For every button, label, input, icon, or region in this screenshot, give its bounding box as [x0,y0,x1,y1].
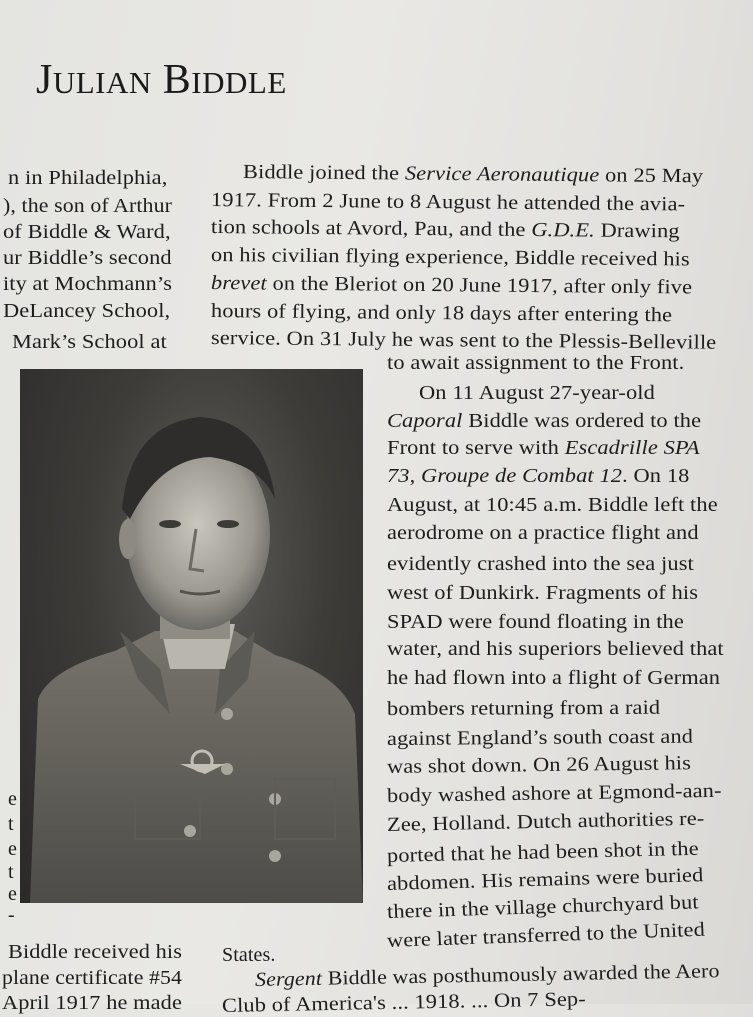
text-line: Front to serve with Escadrille SPA [387,437,700,459]
text-line: - [8,904,15,926]
text-line: ity at Mochmann’s [3,273,172,295]
text-line: brevet on the Bleriot on 20 June 1917, after only five [210,272,693,299]
text-line: e [8,883,17,905]
portrait-photo [20,369,363,903]
text-line: were later transferred to the United [386,918,706,952]
text-line: service. On 31 July he was sent to the Plessis-Belleville [210,327,717,354]
text-line: t [8,861,14,883]
text-line: aerodrome on a practice flight and [387,522,699,544]
text-line: ur Biddle’s second [3,247,172,269]
text-line: SPAD were found floating in the [387,611,684,633]
text-line: to await assignment to the Front. [387,352,685,374]
text-line: On 11 August 27-year-old [419,382,655,404]
text-line: Biddle received his [8,941,182,963]
text-line: n in Philadelphia, [8,167,168,189]
text-line: ), the son of Arthur [3,195,172,217]
text-line: DeLancey School, [3,300,171,322]
page-title: JULIAN BIDDLE [36,57,287,103]
text-line: ported that he had been shot in the [386,837,700,867]
text-line: Caporal Biddle was ordered to the [387,410,702,432]
text-line: he had flown into a flight of German [387,667,721,689]
text-line: abdomen. His remains were buried [386,864,704,895]
text-line: tion schools at Avord, Pau, and the G.D.E. Drawing [210,216,680,243]
text-line: e [8,788,17,810]
text-line: against England’s south coast and [386,725,694,750]
text-line: Mark’s School at [12,331,167,353]
text-line: west of Dunkirk. Fragments of his [387,582,699,604]
text-line: States. [222,944,276,966]
text-line: August, at 10:45 a.m. Biddle left the [387,494,718,516]
text-line: of Biddle & Ward, [3,221,171,243]
text-line: Zee, Holland. Dutch authorities re- [386,807,705,836]
text-line: t [8,813,14,835]
text-line: evidently crashed into the sea just [387,553,694,575]
text-line: 73, Groupe de Combat 12. On 18 [387,465,690,487]
text-line: hours of flying, and only 18 days after entering the [210,300,673,327]
text-line: water, and his superiors believed that [387,638,724,660]
text-line: on his civilian flying experience, Biddle received his [210,244,690,271]
text-line: Sergent Biddle was posthumously awarded the Aero [254,960,720,991]
text-line: body washed ashore at Egmond-aan- [386,779,722,807]
text-line: Club of America's ... 1918. ... On 7 Sep- [221,988,587,1017]
text-line: April 1917 he made [2,992,182,1014]
text-line: Biddle joined the Service Aeronautique on 25 May [242,161,704,188]
text-line: e [8,838,17,860]
text-line: 1917. From 2 June to 8 August he attended the avia- [210,189,686,216]
text-line: was shot down. On 26 August his [386,752,692,778]
text-line: bombers returning from a raid [386,696,661,720]
text-line: there in the village churchyard but [386,891,700,923]
text-line: plane certificate #54 [2,967,182,989]
